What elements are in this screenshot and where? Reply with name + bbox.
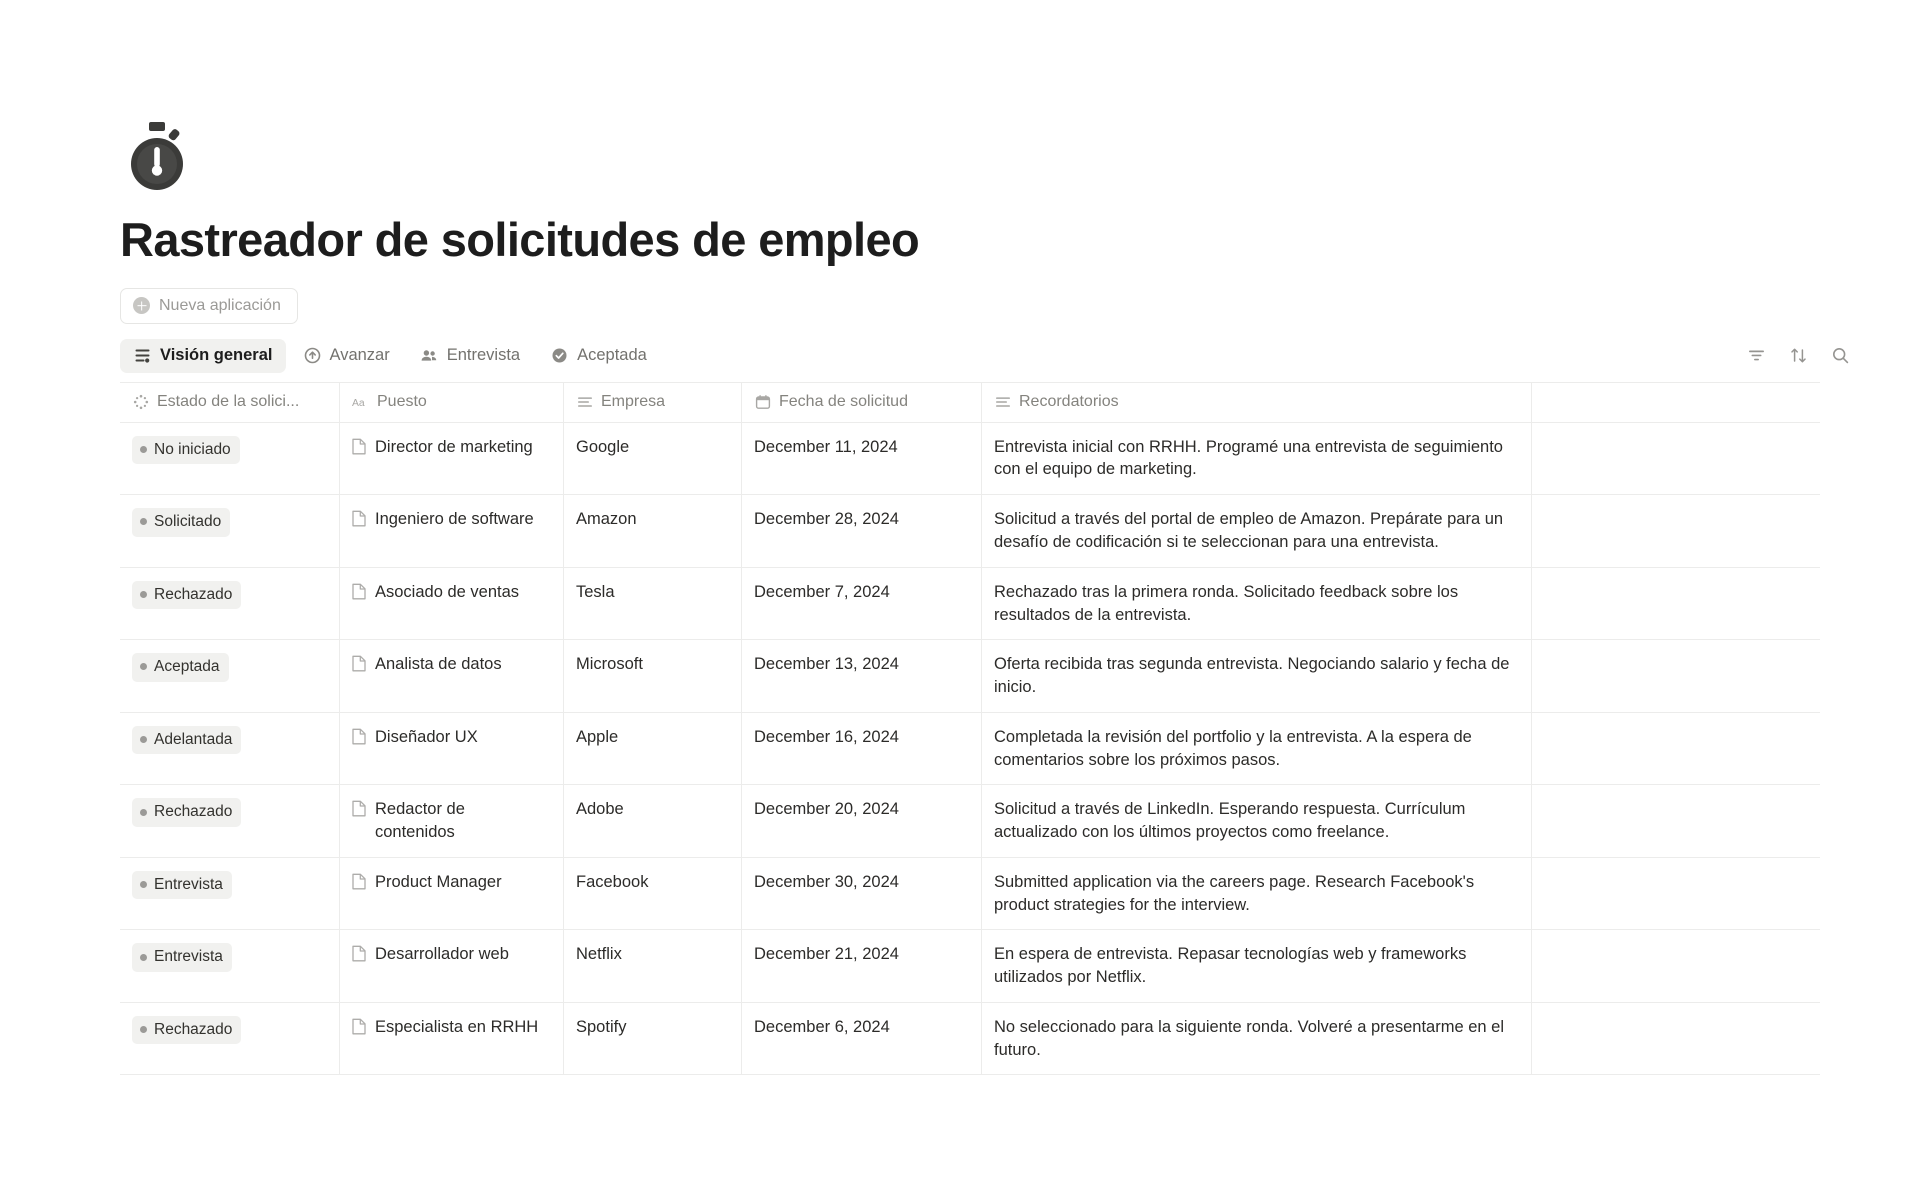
tab-vision-general[interactable]	[120, 339, 286, 373]
cell-reminders[interactable]: Solicitud a través del portal de empleo de Amazon. Prepárate para un desafío de codificación si te seleccionan para una entrevista.	[982, 495, 1532, 567]
cell-reminders[interactable]: En espera de entrevista. Repasar tecnologías web y frameworks utilizados por Netflix.	[982, 930, 1532, 1002]
status-badge	[132, 436, 240, 464]
stopwatch-icon	[120, 118, 198, 196]
column-header-role[interactable]	[340, 383, 564, 422]
cell-status[interactable]	[120, 930, 340, 1002]
text-lines-icon	[576, 394, 593, 411]
role-label: Redactor de contenidos	[375, 800, 465, 842]
cell-company[interactable]: Microsoft	[564, 640, 742, 712]
tab-entrevista[interactable]	[407, 339, 533, 373]
status-dot-icon	[140, 663, 147, 670]
cell-status[interactable]	[120, 858, 340, 930]
column-header-date[interactable]	[742, 383, 982, 422]
table-row[interactable]	[120, 785, 1820, 858]
cell-status[interactable]	[120, 785, 340, 857]
status-dot-icon	[140, 518, 147, 525]
table-row[interactable]	[120, 495, 1820, 568]
cell-extra[interactable]	[1532, 785, 1820, 857]
cell-role[interactable]	[340, 495, 564, 567]
cell-role[interactable]	[340, 785, 564, 857]
cell-status[interactable]	[120, 640, 340, 712]
table-row[interactable]	[120, 423, 1820, 496]
status-dot-icon	[140, 881, 147, 888]
tab-label: Visión general	[160, 346, 273, 365]
calendar-icon	[754, 394, 771, 411]
page-document-icon	[352, 510, 366, 534]
tab-label: Avanzar	[329, 346, 390, 365]
status-badge	[132, 581, 241, 609]
sort-icon[interactable]	[1788, 346, 1808, 366]
new-application-label: Nueva aplicación	[159, 296, 281, 314]
status-label: Adelantada	[154, 730, 233, 748]
table-row[interactable]	[120, 930, 1820, 1003]
column-header-label: Recordatorios	[1019, 393, 1119, 411]
cell-date[interactable]: December 28, 2024	[742, 495, 982, 567]
page-document-icon	[352, 728, 366, 752]
progress-icon	[303, 346, 322, 365]
cell-extra[interactable]	[1532, 858, 1820, 930]
tab-label: Aceptada	[577, 346, 647, 365]
page-document-icon	[352, 655, 366, 679]
cell-extra[interactable]	[1532, 423, 1820, 495]
cell-company[interactable]: Facebook	[564, 858, 742, 930]
page-document-icon	[352, 800, 366, 824]
status-label: Solicitado	[154, 513, 222, 531]
cell-reminders[interactable]: Oferta recibida tras segunda entrevista. Negociando salario y fecha de inicio.	[982, 640, 1532, 712]
status-label: Aceptada	[154, 658, 220, 676]
new-application-button[interactable]	[120, 288, 298, 324]
column-header-reminders[interactable]	[982, 383, 1532, 422]
column-header-company[interactable]	[564, 383, 742, 422]
role-label: Diseñador UX	[375, 727, 478, 746]
status-dot-icon	[140, 446, 147, 453]
status-icon	[132, 394, 149, 411]
status-badge	[132, 726, 241, 754]
cell-date[interactable]: December 21, 2024	[742, 930, 982, 1002]
status-badge	[132, 798, 241, 826]
status-label: Rechazado	[154, 1020, 233, 1038]
tab-avanzar[interactable]	[290, 339, 403, 373]
cell-reminders[interactable]: Rechazado tras la primera ronda. Solicitado feedback sobre los resultados de la entrevista.	[982, 568, 1532, 640]
page-document-icon	[352, 873, 366, 897]
role-label: Especialista en RRHH	[375, 1017, 539, 1036]
column-header-extra[interactable]	[1532, 383, 1820, 422]
page-document-icon	[352, 438, 366, 462]
page-document-icon	[352, 583, 366, 607]
cell-reminders[interactable]: Completada la revisión del portfolio y la entrevista. A la espera de comentarios sobre los próximos pasos.	[982, 713, 1532, 785]
status-badge	[132, 1016, 241, 1044]
cell-company[interactable]: Amazon	[564, 495, 742, 567]
cell-role[interactable]	[340, 858, 564, 930]
status-dot-icon	[140, 1026, 147, 1033]
cell-status[interactable]	[120, 1003, 340, 1075]
cell-extra[interactable]	[1532, 1003, 1820, 1075]
table-header-row	[120, 383, 1820, 423]
status-badge	[132, 653, 229, 681]
cell-role[interactable]	[340, 640, 564, 712]
status-label: Entrevista	[154, 875, 223, 893]
status-label: Rechazado	[154, 803, 233, 821]
column-header-label: Puesto	[377, 393, 427, 411]
tab-aceptada[interactable]	[537, 339, 660, 373]
role-label: Desarrollador web	[375, 945, 509, 964]
column-header-label: Estado de la solici...	[157, 393, 300, 411]
page-document-icon	[352, 945, 366, 969]
cell-date[interactable]: December 30, 2024	[742, 858, 982, 930]
table-row[interactable]	[120, 640, 1820, 713]
cell-company[interactable]: Netflix	[564, 930, 742, 1002]
cell-extra[interactable]	[1532, 930, 1820, 1002]
status-badge	[132, 871, 232, 899]
tab-label: Entrevista	[446, 346, 521, 365]
cell-reminders[interactable]: Submitted application via the careers page. Research Facebook's product strategies for the interview.	[982, 858, 1532, 930]
table-row[interactable]	[120, 1003, 1820, 1076]
cell-date[interactable]: December 7, 2024	[742, 568, 982, 640]
cell-company[interactable]: Adobe	[564, 785, 742, 857]
check-circle-icon	[550, 346, 569, 365]
cell-reminders[interactable]: Entrevista inicial con RRHH. Programé una entrevista de seguimiento con el equipo de marketing.	[982, 423, 1532, 495]
role-label: Product Manager	[375, 872, 502, 891]
cell-company[interactable]: Google	[564, 423, 742, 495]
column-header-label: Empresa	[601, 393, 666, 411]
cell-reminders[interactable]: No seleccionado para la siguiente ronda. Volveré a presentarme en el futuro.	[982, 1003, 1532, 1075]
people-icon	[420, 346, 439, 365]
search-icon[interactable]	[1830, 346, 1850, 366]
cell-extra[interactable]	[1532, 495, 1820, 567]
status-badge	[132, 943, 232, 971]
status-label: Entrevista	[154, 948, 223, 966]
cell-extra[interactable]	[1532, 640, 1820, 712]
cell-role[interactable]	[340, 713, 564, 785]
table-view-icon	[133, 346, 152, 365]
cell-role[interactable]	[340, 1003, 564, 1075]
view-tabs-row	[120, 334, 1920, 378]
page-document-icon	[352, 1018, 366, 1042]
cell-date[interactable]: December 13, 2024	[742, 640, 982, 712]
cell-extra[interactable]	[1532, 568, 1820, 640]
cell-role[interactable]	[340, 568, 564, 640]
cell-company[interactable]: Apple	[564, 713, 742, 785]
cell-status[interactable]	[120, 568, 340, 640]
cell-date[interactable]: December 11, 2024	[742, 423, 982, 495]
role-label: Asociado de ventas	[375, 582, 520, 601]
table-row[interactable]	[120, 568, 1820, 641]
cell-extra[interactable]	[1532, 713, 1820, 785]
status-label: No iniciado	[154, 440, 231, 458]
cell-status[interactable]	[120, 423, 340, 495]
status-dot-icon	[140, 591, 147, 598]
text-lines-icon	[994, 394, 1011, 411]
cell-date[interactable]: December 16, 2024	[742, 713, 982, 785]
column-header-status[interactable]	[120, 383, 340, 422]
role-label: Analista de datos	[375, 655, 502, 674]
cell-company[interactable]: Spotify	[564, 1003, 742, 1075]
cell-role[interactable]	[340, 423, 564, 495]
cell-reminders[interactable]: Solicitud a través de LinkedIn. Esperando respuesta. Currículum actualizado con los últimos proyectos como freelance.	[982, 785, 1532, 857]
status-badge	[132, 508, 230, 536]
page-title: Rastreador de solicitudes de empleo	[120, 213, 920, 266]
table-row[interactable]	[120, 858, 1820, 931]
status-dot-icon	[140, 809, 147, 816]
table-toolbar	[1746, 346, 1850, 366]
view-tabs	[120, 339, 660, 373]
status-dot-icon	[140, 736, 147, 743]
table-row[interactable]	[120, 713, 1820, 786]
plus-circle-icon	[133, 297, 150, 314]
cell-status[interactable]	[120, 495, 340, 567]
role-label: Director de marketing	[375, 437, 533, 456]
cell-status[interactable]	[120, 713, 340, 785]
cell-date[interactable]: December 6, 2024	[742, 1003, 982, 1075]
svg-text:Aa: Aa	[352, 397, 365, 409]
status-label: Rechazado	[154, 585, 233, 603]
status-dot-icon	[140, 954, 147, 961]
filter-icon[interactable]	[1746, 346, 1766, 366]
cell-date[interactable]: December 20, 2024	[742, 785, 982, 857]
column-header-label: Fecha de solicitud	[779, 393, 908, 411]
applications-table	[120, 382, 1820, 1076]
role-label: Ingeniero de software	[375, 510, 534, 529]
cell-role[interactable]	[340, 930, 564, 1002]
title-text-icon	[352, 394, 369, 411]
cell-company[interactable]: Tesla	[564, 568, 742, 640]
